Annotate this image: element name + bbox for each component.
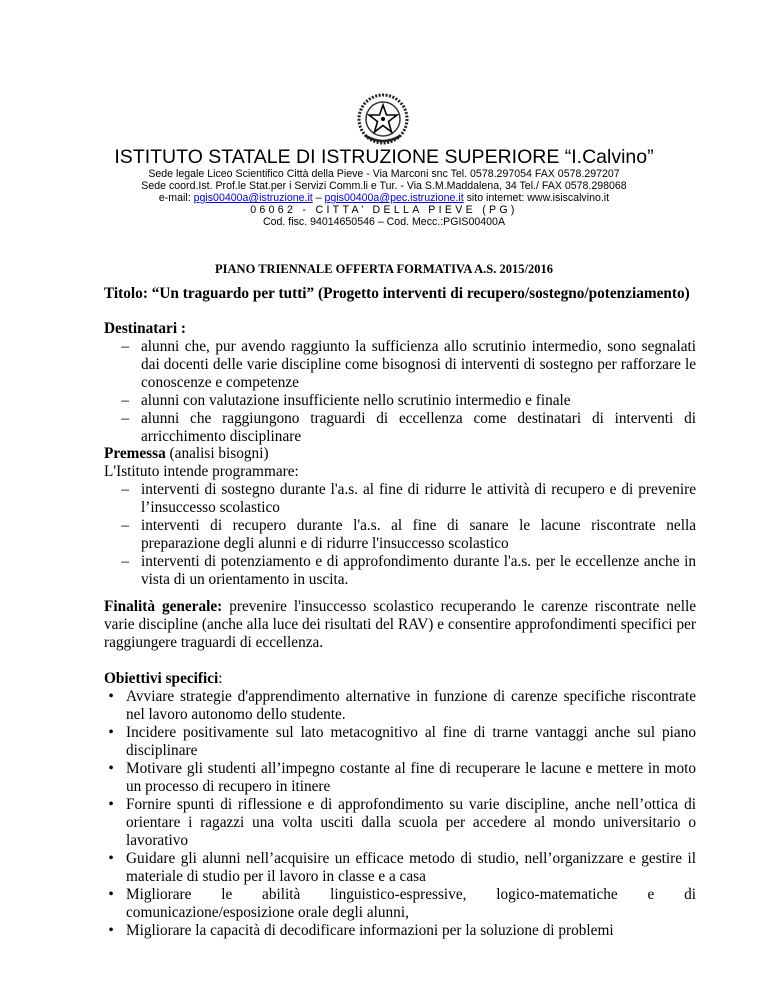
bullet-marker: • bbox=[108, 724, 114, 741]
dash-marker: – bbox=[121, 338, 129, 355]
list-item-text: interventi di sostegno durante l'a.s. al fine di ridurre le attività di recupero e di prevenire l’insuccesso scolastico bbox=[141, 481, 696, 516]
header-codes: Cod. fisc. 94014650546 – Cod. Mecc.:PGIS00400A bbox=[262, 216, 506, 228]
email-link-istruzione[interactable]: pgis00400a@istruzione.it bbox=[193, 192, 313, 204]
obiettivi-list bbox=[104, 688, 696, 940]
list-item-text: alunni che, pur avendo raggiunto la sufficienza allo scrutinio intermedio, sono segnalati dai docenti delle varie discipline come bisognosi di interventi di sostegno per rafforzare le conoscenze e competenze bbox=[141, 338, 696, 391]
dash-marker: – bbox=[121, 392, 129, 409]
finalita-section bbox=[104, 598, 696, 652]
list-item bbox=[104, 850, 696, 886]
list-item-text: Guidare gli alunni nell’acquisire un efficace metodo di studio, nell’organizzare e gestire il materiale di studio per il lavoro in classe e a casa bbox=[126, 850, 696, 885]
list-item bbox=[104, 481, 696, 517]
list-item bbox=[104, 724, 696, 760]
header-sede-coord: Sede coord.Ist. Prof.le Stat.per i Servizi Comm.li e Tur. - Via S.M.Maddalena, 34 Tel./ FAX 0578.298068 bbox=[141, 180, 627, 192]
premessa-note: (analisi bisogni) bbox=[165, 445, 269, 462]
list-item-text: Avviare strategie d'apprendimento alternative in funzione di carenze specifiche riscontrate nel lavoro autonomo dello studente. bbox=[126, 688, 696, 723]
list-item bbox=[104, 517, 696, 553]
list-item-text: Migliorare le abilità linguistico-espressive, logico-matematiche e di comunicazione/esposizione orale degli alunni, bbox=[126, 886, 696, 921]
website-text: sito internet: www.isiscalvino.it bbox=[463, 192, 610, 204]
institute-name: ISTITUTO STATALE DI ISTRUZIONE SUPERIORE “I.Calvino” bbox=[114, 146, 654, 168]
bullet-marker: • bbox=[108, 850, 114, 867]
bullet-marker: • bbox=[108, 760, 114, 777]
list-item-text: Fornire spunti di riflessione e di approfondimento su varie discipline, anche nell’ottica di orientare i ragazzi una volta usciti dalla scuola per accedere al mondo universitario o lavorativo bbox=[126, 796, 696, 849]
bullet-marker: • bbox=[108, 688, 114, 705]
obiettivi-heading: Obiettivi specifici bbox=[104, 670, 219, 687]
premessa-section bbox=[104, 445, 696, 589]
list-item bbox=[104, 410, 696, 446]
header-city: 06062 - CITTA’ DELLA PIEVE (PG) bbox=[250, 204, 518, 216]
project-title: Titolo: “Un traguardo per tutti” (Progetto interventi di recupero/sostegno/potenziamento) bbox=[104, 285, 690, 302]
list-item bbox=[104, 922, 696, 940]
list-item bbox=[104, 760, 696, 796]
destinatari-list bbox=[104, 338, 696, 446]
list-item-text: Motivare gli studenti all’impegno costante al fine di recuperare le lacune e mettere in moto un processo di recupero in itinere bbox=[126, 760, 696, 795]
list-item-text: Incidere positivamente sul lato metacognitivo al fine di trarne vantaggi anche sul piano disciplinare bbox=[126, 724, 696, 759]
list-item-text: alunni che raggiungono traguardi di eccellenza come destinatari di interventi di arricchimento disciplinare bbox=[141, 410, 696, 445]
premessa-heading-line bbox=[104, 445, 696, 463]
email-label: e-mail: bbox=[158, 192, 194, 204]
header-sede-legale: Sede legale Liceo Scientifico Città della Pieve - Via Marconi snc Tel. 0578.297054 FAX 0578.297207 bbox=[148, 168, 620, 180]
premessa-list bbox=[104, 481, 696, 589]
list-item bbox=[104, 338, 696, 392]
list-item-text: interventi di recupero durante l'a.s. al fine di sanare le lacune riscontrate nella preparazione degli alunni e di ridurre l'insuccesso scolastico bbox=[141, 517, 696, 552]
list-item bbox=[104, 553, 696, 589]
bullet-marker: • bbox=[108, 796, 114, 813]
email-separator: – bbox=[312, 192, 325, 204]
obiettivi-section bbox=[104, 670, 696, 940]
destinatari-heading: Destinatari : bbox=[104, 320, 186, 337]
list-item bbox=[104, 392, 696, 410]
italian-republic-emblem-icon bbox=[356, 92, 410, 146]
dash-marker: – bbox=[121, 517, 129, 534]
dash-marker: – bbox=[121, 481, 129, 498]
email-link-pec[interactable]: pgis00400a@pec.istruzione.it bbox=[324, 192, 464, 204]
list-item-text: Migliorare la capacità di decodificare informazioni per la soluzione di problemi bbox=[126, 922, 614, 939]
obiettivi-heading-line bbox=[104, 670, 696, 688]
header-contacts bbox=[0, 192, 768, 204]
finalita-text: prevenire l'insuccesso scolastico recuperando le carenze riscontrate nelle varie discipline (anche alla luce dei risultati del RAV) e consentire approfondimenti specifici per raggiungere traguardi di eccellenza. bbox=[104, 598, 697, 651]
bullet-marker: • bbox=[108, 886, 114, 903]
list-item bbox=[104, 688, 696, 724]
finalita-heading: Finalità generale: bbox=[104, 598, 223, 615]
obiettivi-colon: : bbox=[218, 670, 223, 687]
dash-marker: – bbox=[121, 410, 129, 427]
list-item-text: alunni con valutazione insufficiente nello scrutinio intermedio e finale bbox=[141, 392, 571, 409]
list-item bbox=[104, 796, 696, 850]
destinatari-section bbox=[104, 320, 696, 446]
bullet-marker: • bbox=[108, 922, 114, 939]
premessa-heading: Premessa bbox=[104, 445, 166, 462]
document-title: PIANO TRIENNALE OFFERTA FORMATIVA A.S. 2015/2016 bbox=[215, 262, 553, 276]
premessa-intro: L'Istituto intende programmare: bbox=[104, 463, 299, 480]
dash-marker: – bbox=[121, 553, 129, 570]
list-item bbox=[104, 886, 696, 922]
list-item-text: interventi di potenziamento e di approfondimento durante l'a.s. per le eccellenze anche in vista di un orientamento in uscita. bbox=[141, 553, 696, 588]
